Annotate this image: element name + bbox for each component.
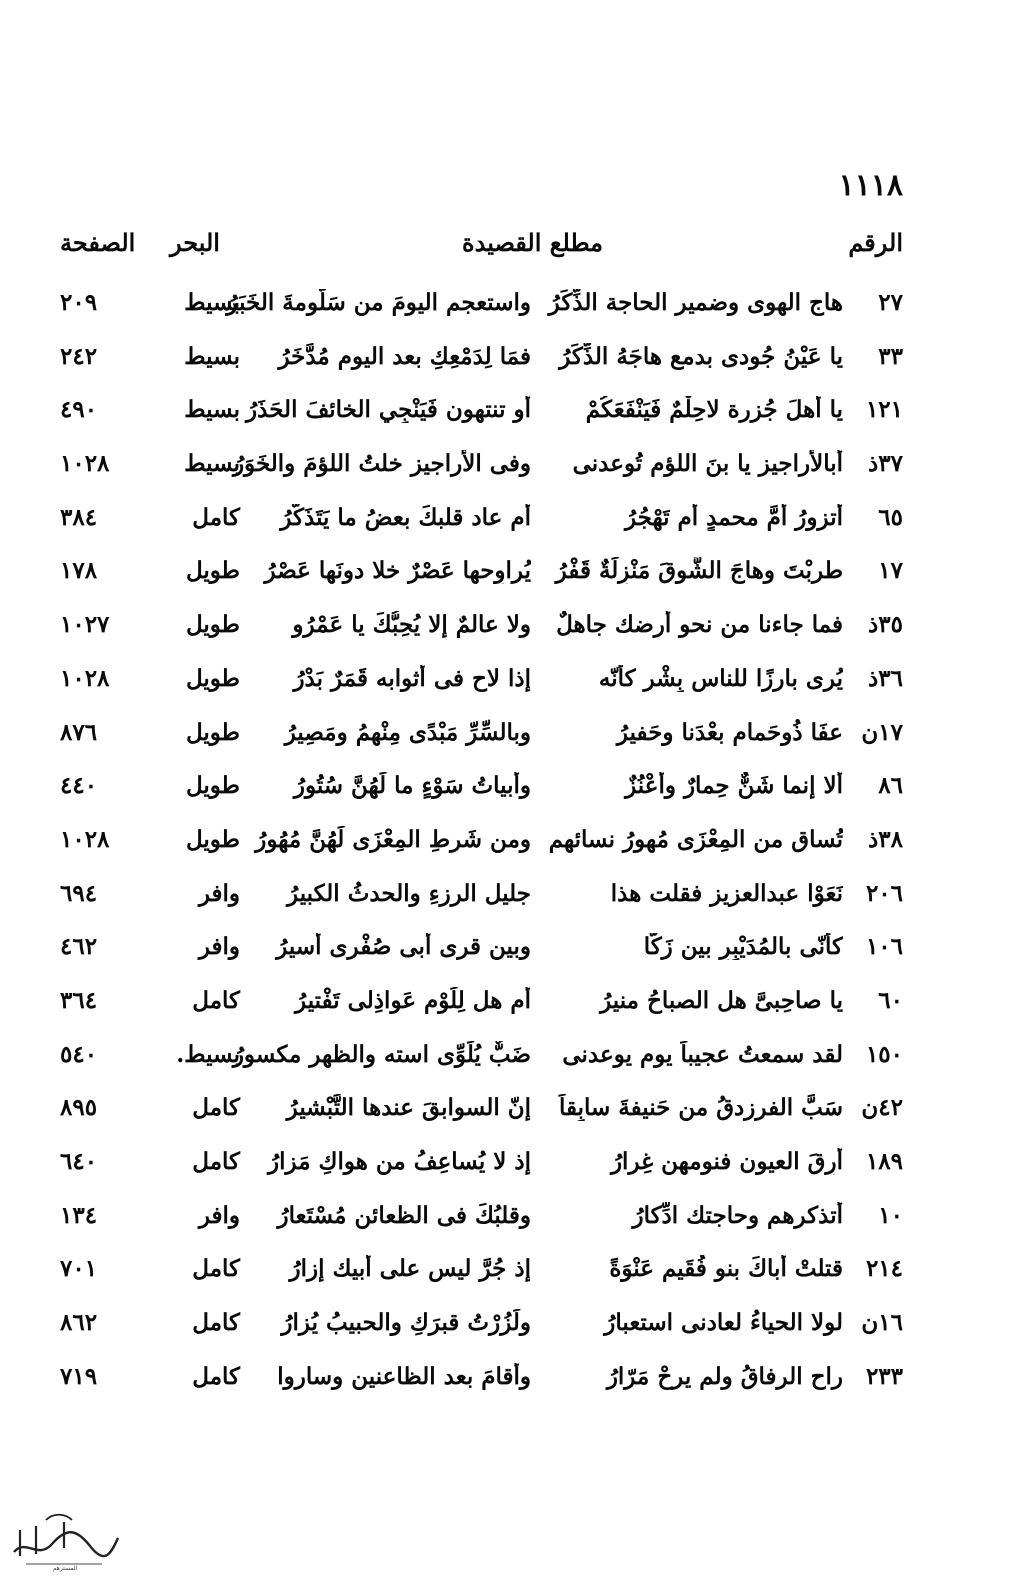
second-hemistich: واستعجم اليومَ من سَلُّومةَ الخَبَرُ: [226, 289, 531, 316]
entry-page: ٢٤٢: [60, 342, 98, 370]
table-row: [60, 983, 903, 1037]
first-hemistich: أتزورُ أمَّ محمدٍ أم تَهْجُرُ: [624, 503, 843, 531]
second-hemistich: إذا لاح فى أثوابه قَمَرٌ بَدْرُ: [293, 664, 531, 692]
header-meter: البحر: [170, 228, 220, 257]
entry-page: ٨٦٢: [60, 1309, 98, 1337]
first-hemistich: فما جاءنا من نحو أرضك جاهلٌ: [556, 611, 843, 639]
entry-number: ٣٨ذ: [868, 825, 903, 853]
entry-page: ٥٤٠: [60, 1040, 98, 1068]
entry-page: ٧١٩: [60, 1362, 98, 1390]
second-hemistich: وأبياتُ سَوْءٍ ما لَهُنَّ سُتُورُ: [293, 772, 531, 800]
entry-meter: بسيط: [184, 450, 240, 478]
entry-meter: بسيط: [184, 342, 240, 370]
entry-meter: طويل: [185, 718, 240, 746]
table-row: [60, 876, 903, 930]
header-page: الصفحة: [60, 228, 136, 257]
second-hemistich: ولا عالمٌ إلا يُحِبُّكَ يا عَمْرُو: [292, 611, 531, 639]
table-row: [60, 661, 903, 715]
second-hemistich: وأقامَ بعد الظاعنين وساروا: [277, 1362, 531, 1390]
index-table: [60, 285, 903, 1412]
second-hemistich: جليل الرزءِ والحدثُ الكبيرُ: [287, 879, 531, 907]
entry-number: ٤٢ن: [861, 1094, 903, 1122]
entry-page: ٧٠١: [60, 1255, 98, 1283]
first-hemistich: لقد سمعتُ عجيباً يوم يوعدنى: [562, 1040, 843, 1068]
entry-page: ١٠٢٨: [60, 450, 110, 478]
entry-number: ٦٥: [878, 503, 903, 531]
table-row: [60, 607, 903, 661]
entry-number: ١٠٦: [865, 933, 903, 961]
second-hemistich: ضَبٌّ يُلَوِّى استه والظهر مكسورُ: [232, 1040, 531, 1068]
table-row: [60, 1251, 903, 1305]
entry-meter: وافر: [198, 933, 240, 961]
entry-number: ٢٧: [878, 289, 903, 316]
first-hemistich: يُرى بارزًا للناس بِشْر كأنّه: [598, 664, 843, 692]
entry-meter: وافر: [198, 1201, 240, 1229]
entry-page: ١٧٨: [60, 557, 98, 585]
second-hemistich: أو تنتهون فَيَنْجِي الخائفَ الحَذَرُ: [246, 396, 531, 424]
table-row: [60, 822, 903, 876]
table-row: [60, 1090, 903, 1144]
second-hemistich: وبين قرى أبى صُفْرى أسيرُ: [276, 933, 531, 961]
entry-number: ٦٠: [878, 986, 903, 1014]
table-row: [60, 929, 903, 983]
entry-page: ٤٩٠: [60, 396, 98, 424]
second-hemistich: ولَزُرْتُ قبرَكِ والحبيبُ يُزارُ: [281, 1309, 531, 1337]
table-row: [60, 715, 903, 769]
entry-number: ١٢١: [865, 396, 903, 424]
second-hemistich: إذ جُرَّ ليس على أبيك إزارُ: [289, 1255, 531, 1283]
first-hemistich: قتلتْ أباكَ بنو فُقَيمٍ عَنْوَةً: [609, 1255, 843, 1283]
entry-number: ٢١٤: [865, 1255, 903, 1283]
entry-page: ١٠٢٨: [60, 664, 110, 692]
entry-number: ١٥٠: [865, 1040, 903, 1068]
entry-meter: كامل: [192, 503, 240, 531]
header-opening: مطلع القصيدة: [462, 228, 603, 257]
second-hemistich: وقلبُكَ فى الظعائن مُسْتَعارُ: [277, 1201, 531, 1229]
first-hemistich: أرِقَ العيون فنومهن غِرارُ: [610, 1148, 843, 1175]
second-hemistich: يُراوِحها عَصْرٌ خلا دونَها عَصْرُ: [264, 557, 531, 585]
first-hemistich: ألا إنما شَنٌّ حِمارٌ وأَعْنُزٌ: [625, 772, 843, 800]
entry-meter: طويل: [185, 611, 240, 639]
entry-page: ٦٤٠: [60, 1148, 98, 1175]
first-hemistich: يا أهلَ جُزرة لاحِلْمٌ فَيَنْفَعَكُمْ: [585, 396, 843, 424]
entry-page: ١٠٢٨: [60, 825, 110, 853]
entry-number: ٢٠٦: [865, 879, 903, 907]
table-row: [60, 1305, 903, 1359]
entry-number: ١٧: [878, 557, 903, 585]
table-row: [60, 768, 903, 822]
entry-number: ٣٥ذ: [868, 611, 903, 639]
seal-text: المسترهم: [52, 1565, 78, 1572]
second-hemistich: ومن شَرطِ المِعْزَى لَهُنَّ مُهُورُ: [255, 825, 531, 853]
table-row: [60, 500, 903, 554]
first-hemistich: نَعَوْا عبدالعزيز فقلت هذا: [610, 879, 843, 907]
first-hemistich: كأنّى بالمُدَيْبِرِ بين زَكّا: [643, 933, 843, 961]
entry-page: ٤٦٢: [60, 933, 98, 961]
entry-meter: كامل: [192, 986, 240, 1014]
entry-page: ٨٧٦: [60, 718, 98, 746]
entry-page: ٦٩٤: [60, 879, 98, 907]
entry-meter: بسيط: [184, 289, 240, 316]
table-row: [60, 446, 903, 500]
first-hemistich: يا صاحِبىَّ هل الصباحُ منيرُ: [600, 986, 843, 1014]
first-hemistich: يا عَيْنُ جُودى بدمع هاجَهُ الذِّكَرُ: [559, 342, 843, 370]
table-header: [60, 228, 903, 268]
entry-number: ١٨٩: [865, 1148, 903, 1175]
first-hemistich: سَبَّ الفرزدقُ من حَنيفةَ سابِقاً: [558, 1094, 843, 1122]
table-row: [60, 1198, 903, 1252]
first-hemistich: عفَا ذُوحَمامٍ بعْدَنا وحَفيرُ: [616, 718, 843, 746]
second-hemistich: أم هل لِلَوْمِ عَواذِلى تَفْتيرُ: [295, 986, 531, 1014]
entry-meter: وافر: [198, 879, 240, 907]
second-hemistich: أم عاد قلبكَ بعضُ ما يَتَذَكَّرُ: [280, 503, 531, 531]
first-hemistich: تُساق من المِعْزَى مُهورُ نسائهم: [548, 825, 843, 853]
entry-number: ٢٣٣: [865, 1362, 903, 1390]
entry-number: ٣٦ذ: [868, 664, 903, 692]
first-hemistich: أبالأراجيز يا بنَ اللؤم تُوعدنى: [572, 450, 843, 478]
entry-number: ١٦ن: [861, 1309, 903, 1337]
second-hemistich: إنّ السوابقَ عندها التَّبْشيرُ: [286, 1094, 531, 1122]
entry-meter: طويل: [185, 557, 240, 585]
entry-page: ٤٤٠: [60, 772, 98, 800]
first-hemistich: راح الرفاقُ ولم يرحْ مَرّارُ: [606, 1362, 843, 1390]
entry-number: ٣٧ذ: [868, 450, 903, 478]
second-hemistich: وبالسِّرِّ مَبْدًى مِنْهمُ ومَصِيرُ: [284, 718, 531, 746]
table-row: [60, 1037, 903, 1091]
table-row: [60, 1359, 903, 1413]
library-seal-icon: [6, 1508, 124, 1572]
page-number: ١١١٨: [838, 168, 903, 203]
entry-meter: طويل: [185, 664, 240, 692]
entry-meter: كامل: [192, 1362, 240, 1390]
first-hemistich: هاج الهوى وضمير الحاجة الذِّكَرُ: [548, 289, 843, 316]
entry-meter: كامل: [192, 1148, 240, 1175]
first-hemistich: لولا الحياءُ لعادنى استعبارُ: [604, 1309, 843, 1337]
first-hemistich: طربْتَ وهاجَ الشَّوقَ مَنْزِلَةٌ قَفْرُ: [555, 557, 843, 585]
table-row: [60, 553, 903, 607]
entry-number: ٣٣: [878, 342, 903, 370]
entry-meter: بسيط.: [176, 1040, 240, 1068]
table-row: [60, 339, 903, 393]
entry-meter: كامل: [192, 1309, 240, 1337]
second-hemistich: فمَا لِدَمْعِكِ بعد اليوم مُدَّخَرُ: [278, 342, 531, 370]
header-number: الرقم: [848, 228, 903, 257]
entry-number: ١٠: [878, 1201, 903, 1229]
entry-meter: كامل: [192, 1094, 240, 1122]
second-hemistich: وفى الأراجيز خلتُ اللؤمَ والخَوَرُ: [232, 450, 531, 478]
entry-page: ٨٩٥: [60, 1094, 98, 1122]
entry-page: ٣٨٤: [60, 503, 98, 531]
entry-page: ١٠٢٧: [60, 611, 110, 639]
first-hemistich: أتذكرهم وحاجتك ادِّكارُ: [632, 1201, 843, 1229]
table-row: [60, 392, 903, 446]
table-row: [60, 1144, 903, 1198]
second-hemistich: إذ لا يُساعِفُ من هواكِ مَزارُ: [268, 1148, 531, 1175]
entry-meter: كامل: [192, 1255, 240, 1283]
entry-page: ٣٦٤: [60, 986, 98, 1014]
entry-number: ١٧ن: [861, 718, 903, 746]
entry-page: ٢٠٩: [60, 289, 98, 316]
table-row: [60, 285, 903, 339]
entry-number: ٨٦: [878, 772, 903, 800]
entry-meter: طويل: [185, 772, 240, 800]
entry-meter: بسيط: [184, 396, 240, 424]
entry-meter: طويل: [185, 825, 240, 853]
entry-page: ١٣٤: [60, 1201, 98, 1229]
